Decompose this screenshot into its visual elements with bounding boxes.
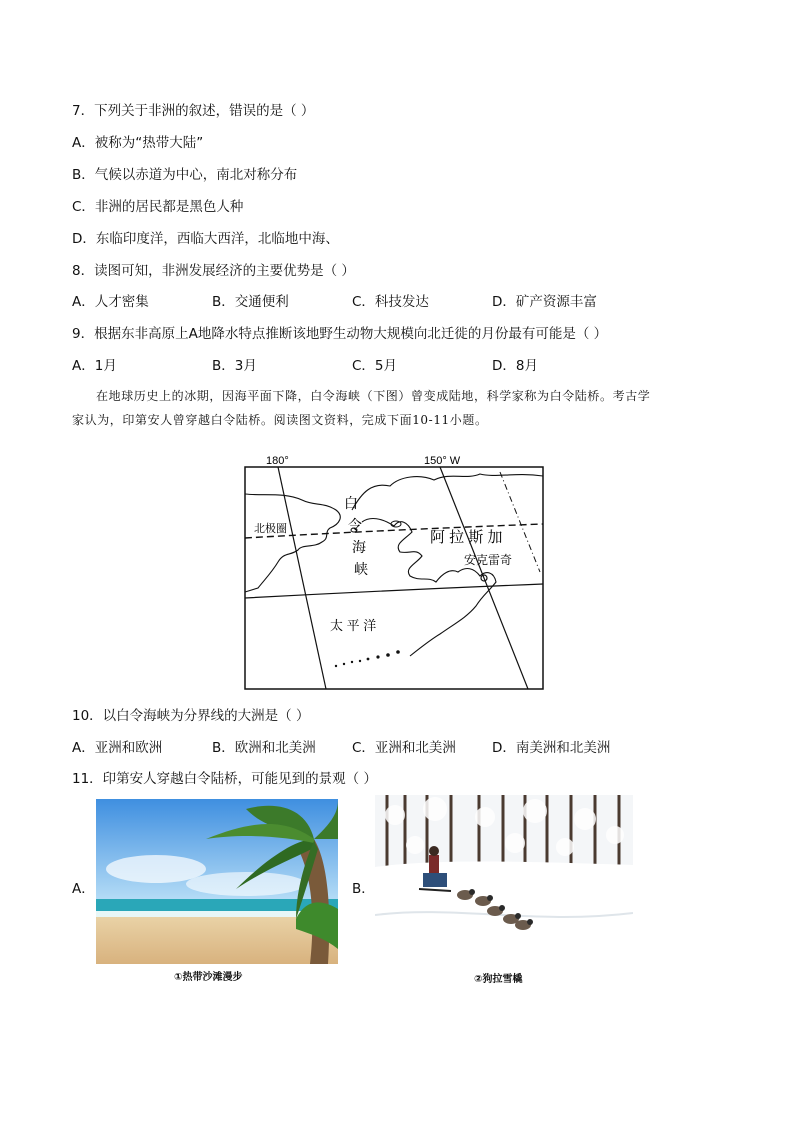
q10-option-d[interactable]: D．南美洲和北美洲 [492,740,611,756]
arctic-circle-label: 北极圈 [254,523,287,535]
q8-option-a[interactable]: A．人才密集 [72,294,149,310]
caption-tropical-beach: ①热带沙滩漫步 [174,972,243,983]
bering-label-2: 令 [348,517,362,533]
q10-option-a[interactable]: A．亚洲和欧洲 [72,740,163,756]
q10-option-c[interactable]: C．亚洲和北美洲 [352,740,456,756]
q9-stem: 9．根据东非高原上A地降水特点推断该地野生动物大规模向北迁徙的月份最有可能是（ ） [72,326,608,342]
q11-option-b-label[interactable]: B． [352,881,375,897]
q9-option-d[interactable]: D．8月 [492,358,538,374]
q7-option-a[interactable]: A．被称为“热带大陆” [72,135,204,151]
passage-line-1: 在地球历史上的冰期，因海平面下降，白令海峡（下图）曾变成陆地，科学家称为白令陆桥。考古学 [96,389,651,403]
q9-option-a[interactable]: A．1月 [72,358,117,374]
reading-passage [72,384,722,432]
q8-option-c[interactable]: C．科技发达 [352,294,429,310]
alaska-label: 阿 拉 斯 加 [430,529,503,546]
q8-option-b[interactable]: B．交通便利 [212,294,289,310]
q9-option-b[interactable]: B．3月 [212,358,257,374]
q8-option-d[interactable]: D．矿产资源丰富 [492,294,597,310]
q9-option-c[interactable]: C．5月 [352,358,398,374]
q10-stem: 10．以白令海峡为分界线的大洲是（ ） [72,708,310,724]
bering-label-4: 峡 [354,561,368,577]
q11-stem: 11．印第安人穿越白令陆桥，可能见到的景观（ ） [72,771,377,787]
pacific-label: 太 平 洋 [330,618,377,633]
q10-option-b[interactable]: B．欧洲和北美洲 [212,740,316,756]
q7-stem: 7．下列关于非洲的叙述，错误的是（ ） [72,103,315,119]
bering-label-1: 白 [344,495,358,511]
q8-stem: 8．读图可知，非洲发展经济的主要优势是（ ） [72,263,355,279]
bering-strait-map [244,452,544,692]
tropical-beach-photo[interactable] [96,799,338,964]
anchorage-label: 安克雷奇 [464,553,513,567]
q7-option-b[interactable]: B．气候以赤道为中心，南北对称分布 [72,167,298,183]
q7-option-c[interactable]: C．非洲的居民都是黑色人种 [72,199,244,215]
lon-180-label: 180° [266,455,289,467]
dog-sled-photo[interactable] [375,795,633,966]
caption-dog-sled: ②狗拉雪橇 [474,974,523,985]
lon-150w-label: 150° W [424,455,461,467]
q11-option-a-label[interactable]: A． [72,881,95,897]
bering-label-3: 海 [352,539,366,555]
map-frame [245,467,543,689]
passage-line-2: 家认为，印第安人曾穿越白令陆桥。阅读图文资料，完成下面10-11小题。 [72,413,488,427]
q7-option-d[interactable]: D．东临印度洋，西临大西洋，北临地中海、 [72,231,339,247]
